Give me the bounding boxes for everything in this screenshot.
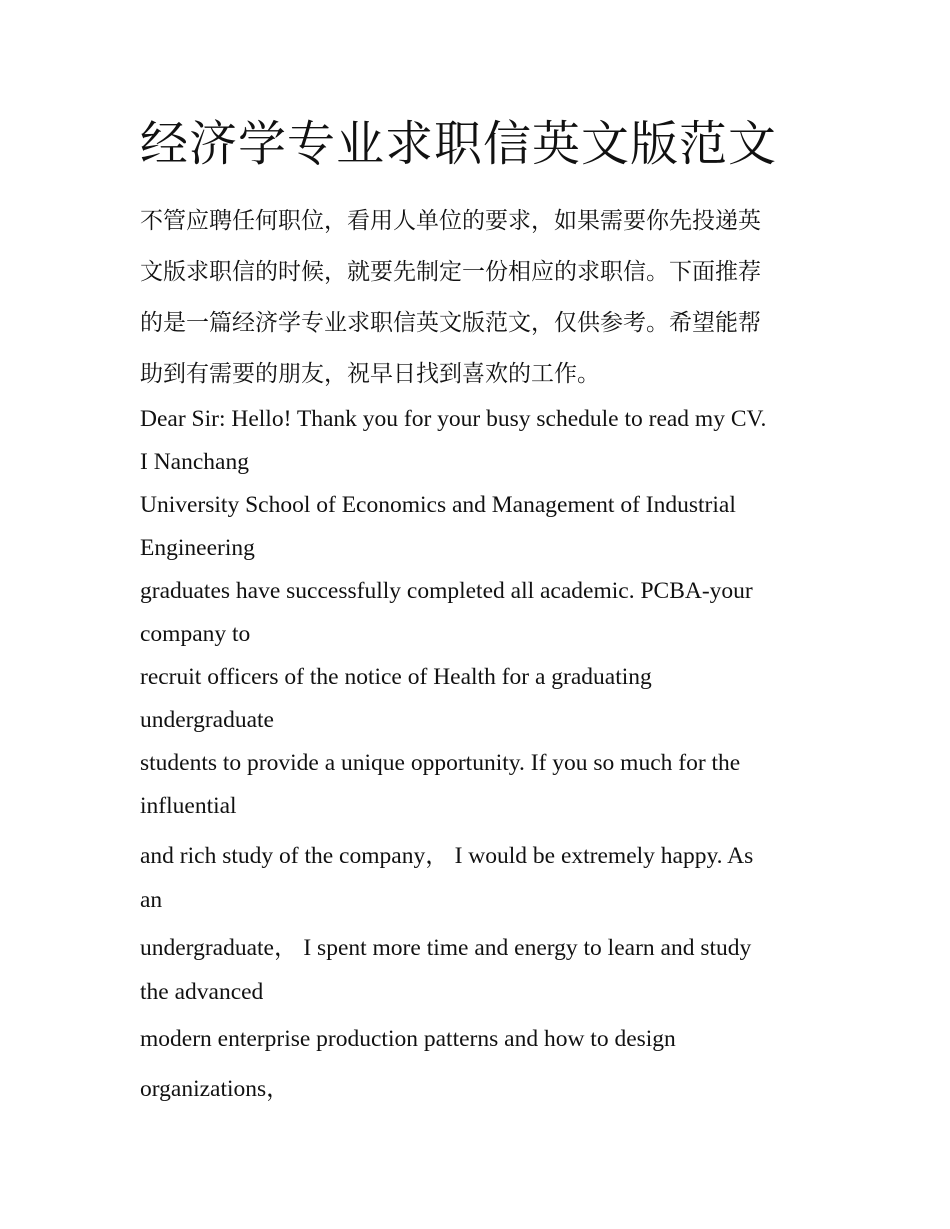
letter-paragraph: [140, 570, 830, 656]
letter-paragraph: [140, 834, 830, 926]
letter-line: an: [140, 887, 163, 913]
letter-line: undergraduate: [140, 707, 274, 733]
letter-line: students to provide a unique opportunity. If you so much for the: [140, 750, 741, 776]
intro-line: 文版求职信的时候，就要先制定一份相应的求职信。下面推荐: [140, 259, 761, 285]
letter-line: modern enterprise production patterns and how to design: [140, 1026, 676, 1052]
intro-line: 不管应聘任何职位，看用人单位的要求，如果需要你先投递英: [140, 208, 761, 234]
letter-paragraph: [140, 656, 830, 742]
letter-line: organizations，: [140, 1076, 290, 1102]
letter-line: University School of Economics and Management of Industrial: [140, 492, 736, 518]
letter-paragraph: [140, 484, 830, 570]
letter-line: the advanced: [140, 979, 264, 1005]
intro-line: 助到有需要的朋友，祝早日找到喜欢的工作。: [140, 361, 600, 387]
letter-paragraph: [140, 926, 830, 1014]
letter-line: Engineering: [140, 535, 255, 561]
letter-line: graduates have successfully completed all academic. PCBA-your: [140, 578, 753, 604]
intro-line: 的是一篇经济学专业求职信英文版范文，仅供参考。希望能帮: [140, 310, 761, 336]
letter-paragraph: [140, 1014, 830, 1114]
letter-line: recruit officers of the notice of Health for a graduating: [140, 664, 652, 690]
letter-body: [140, 398, 830, 1114]
letter-paragraph: [140, 398, 830, 484]
intro-paragraph: [140, 196, 820, 400]
letter-line: I Nanchang: [140, 449, 249, 475]
letter-line: company to: [140, 621, 251, 647]
letter-line: undergraduate， I spent more time and energy to learn and study: [140, 935, 752, 961]
letter-line: Dear Sir: Hello! Thank you for your busy schedule to read my CV.: [140, 406, 767, 432]
letter-line: influential: [140, 793, 237, 819]
letter-line: and rich study of the company， I would be extremely happy. As: [140, 843, 754, 869]
document-title: 经济学专业求职信英文版范文: [140, 116, 778, 172]
letter-paragraph: [140, 742, 830, 834]
